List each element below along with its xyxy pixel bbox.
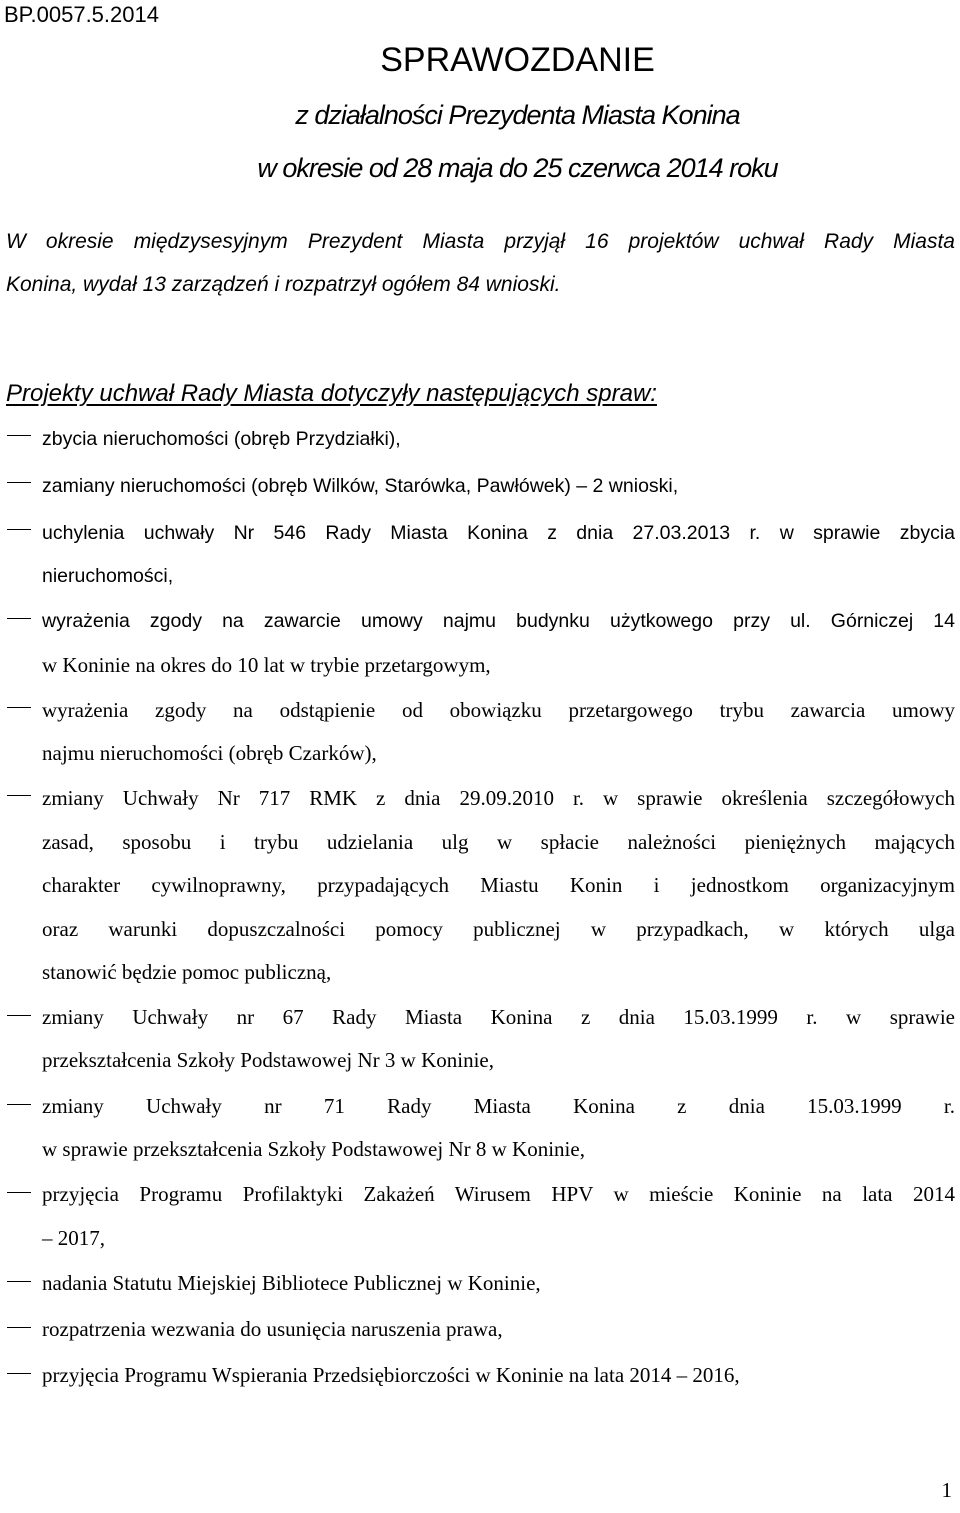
list-item-line: oraz warunki dopuszczalności pomocy publicznej w przypadkach, w których ulga	[42, 917, 955, 941]
list-item-line: zmiany Uchwały Nr 717 RMK z dnia 29.09.2010 r. w sprawie określenia szczegółowych	[42, 786, 955, 810]
document-title: SPRAWOZDANIE	[380, 41, 655, 79]
list-item-line: w sprawie przekształcenia Szkoły Podstawowej Nr 8 w Koninie,	[42, 1137, 585, 1161]
list-bullet-dash	[7, 1104, 31, 1105]
list-bullet-dash	[7, 1373, 31, 1374]
list-item-line: wyrażenia zgody na zawarcie umowy najmu budynku użytkowego przy ul. Górniczej 14	[42, 610, 955, 632]
list-bullet-dash	[7, 435, 31, 436]
list-bullet-dash	[7, 1192, 31, 1193]
list-bullet-dash	[7, 707, 31, 708]
list-bullet-dash	[7, 482, 31, 483]
list-item-line: w Koninie na okres do 10 lat w trybie przetargowym,	[42, 653, 491, 677]
intro-paragraph-line: W okresie międzysesyjnym Prezydent Miasta przyjął 16 projektów uchwał Rady Miasta	[6, 230, 955, 253]
list-item-line: charakter cywilnoprawny, przypadających Miastu Konin i jednostkom organizacyjnym	[42, 873, 955, 897]
list-item-line: – 2017,	[42, 1226, 105, 1250]
list-item-line: rozpatrzenia wezwania do usunięcia naruszenia prawa,	[42, 1317, 503, 1341]
list-item-line: zmiany Uchwały nr 67 Rady Miasta Konina z dnia 15.03.1999 r. w sprawie	[42, 1005, 955, 1029]
document-subtitle: z działalności Prezydenta Miasta Konina	[295, 100, 740, 130]
list-item-line: przyjęcia Programu Profilaktyki Zakażeń Wirusem HPV w mieście Koninie na lata 2014	[42, 1182, 955, 1206]
list-item-line: zmiany Uchwały nr 71 Rady Miasta Konina z dnia 15.03.1999 r.	[42, 1094, 955, 1118]
list-item-line: zasad, sposobu i trybu udzielania ulg w spłacie należności pieniężnych mających	[42, 830, 955, 854]
list-item-line: przekształcenia Szkoły Podstawowej Nr 3 w Koninie,	[42, 1048, 494, 1072]
list-item-line: wyrażenia zgody na odstąpienie od obowiązku przetargowego trybu zawarcia umowy	[42, 698, 955, 722]
list-bullet-dash	[7, 1327, 31, 1328]
list-item-line: nieruchomości,	[42, 565, 174, 587]
list-item-line: uchylenia uchwały Nr 546 Rady Miasta Konina z dnia 27.03.2013 r. w sprawie zbycia	[42, 522, 955, 544]
list-bullet-dash	[7, 618, 31, 619]
list-item-line: najmu nieruchomości (obręb Czarków),	[42, 741, 377, 765]
list-bullet-dash	[7, 529, 31, 530]
list-item-line: zbycia nieruchomości (obręb Przydziałki),	[42, 428, 401, 450]
page-number: 1	[941, 1478, 952, 1502]
section-heading: Projekty uchwał Rady Miasta dotyczyły następujących spraw:	[6, 380, 657, 407]
list-item-line: nadania Statutu Miejskiej Bibliotece Publicznej w Koninie,	[42, 1271, 541, 1295]
list-item-line: zamiany nieruchomości (obręb Wilków, Starówka, Pawłówek) – 2 wnioski,	[42, 475, 679, 497]
reporting-period: w okresie od 28 maja do 25 czerwca 2014 roku	[257, 153, 778, 183]
list-bullet-dash	[7, 795, 31, 796]
list-bullet-dash	[7, 1015, 31, 1016]
intro-paragraph-line: Konina, wydał 13 zarządzeń i rozpatrzył ogółem 84 wnioski.	[6, 273, 561, 296]
list-bullet-dash	[7, 1281, 31, 1282]
list-item-line: przyjęcia Programu Wspierania Przedsiębiorczości w Koninie na lata 2014 – 2016,	[42, 1363, 740, 1387]
document-reference: BP.0057.5.2014	[4, 2, 159, 27]
list-item-line: stanowić będzie pomoc publiczną,	[42, 960, 332, 984]
